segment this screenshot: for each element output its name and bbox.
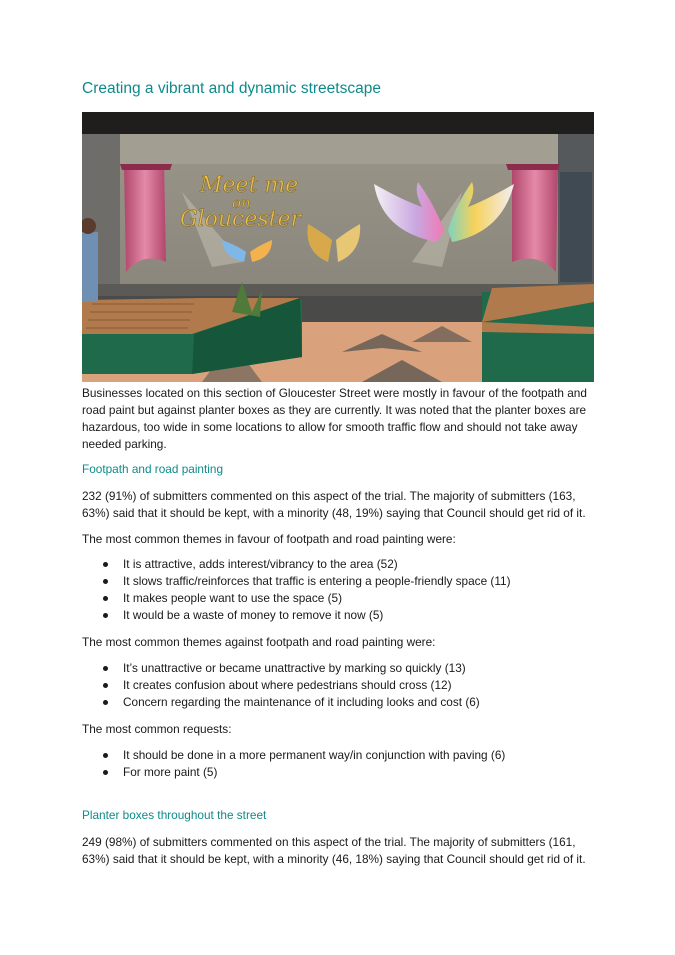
favour-list	[82, 556, 594, 624]
requests-list	[82, 747, 594, 781]
intro-paragraph	[82, 385, 594, 453]
list-item: It’s unattractive or became unattractive by marking so quickly (13)	[82, 660, 594, 677]
section1-summary	[82, 488, 594, 522]
against-intro: The most common themes against footpath and road painting were:	[82, 635, 436, 649]
list-item: It makes people want to use the space (5)	[82, 590, 594, 607]
mural-text-line1: Meet me	[200, 173, 299, 198]
streetscape-photo	[82, 112, 594, 382]
mural-text-line2: on	[232, 194, 251, 212]
list-item: It slows traffic/reinforces that traffic is entering a people-friendly space (11)	[82, 573, 594, 590]
list-item: It should be done in a more permanent way/in conjunction with paving (6)	[82, 747, 594, 764]
list-item: For more paint (5)	[82, 764, 594, 781]
mural-text-line3: Gloucester	[180, 207, 302, 232]
list-item: It is attractive, adds interest/vibrancy to the area (52)	[82, 556, 594, 573]
section1-summary-text: 232 (91%) of submitters commented on this aspect of the trial. The majority of submitters (163, 63%) said that it should be kept, with a minority (48, 19%) saying that Council should get rid of it.	[82, 489, 586, 520]
list-item: Concern regarding the maintenance of it including looks and cost (6)	[82, 694, 594, 711]
intro-text: Businesses located on this section of Gloucester Street were mostly in favour of the footpath and road paint but against planter boxes as they are currently. It was noted that the planter boxes are hazardous, too wide in some locations to allow for smooth traffic flow and should not take away needed parking.	[82, 386, 587, 451]
list-item: It creates confusion about where pedestrians should cross (12)	[82, 677, 594, 694]
against-list	[82, 660, 594, 711]
section2-summary	[82, 834, 594, 868]
section2-heading: Planter boxes throughout the street	[82, 808, 267, 822]
section1-heading: Footpath and road painting	[82, 462, 224, 476]
favour-intro: The most common themes in favour of footpath and road painting were:	[82, 532, 456, 546]
section2-summary-text: 249 (98%) of submitters commented on this aspect of the trial. The majority of submitters (161, 63%) said that it should be kept, with a minority (46, 18%) saying that Council should get rid of it.	[82, 835, 586, 866]
list-item: It would be a waste of money to remove it now (5)	[82, 607, 594, 624]
requests-intro: The most common requests:	[82, 722, 232, 736]
page-title: Creating a vibrant and dynamic streetscape	[82, 80, 381, 97]
